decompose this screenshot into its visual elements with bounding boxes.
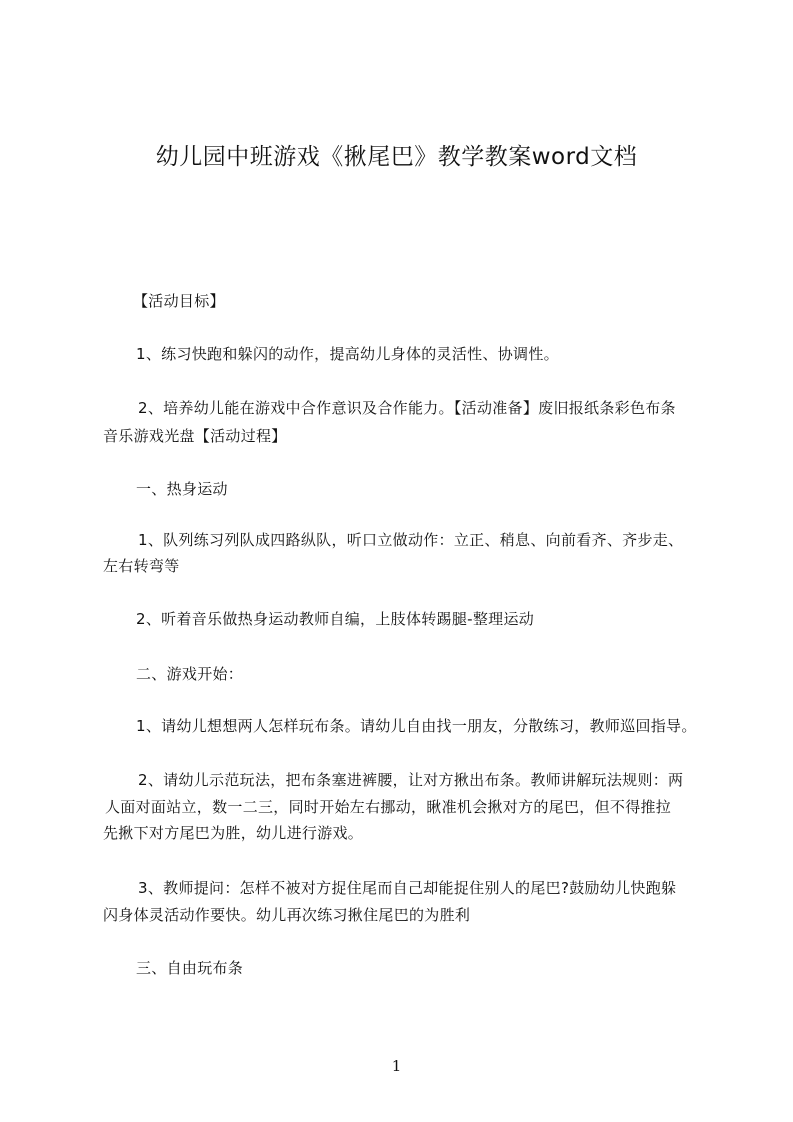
paragraph-warmup-1-continued: 左右转弯等	[103, 557, 180, 575]
paragraph-game-2-continued-2: 先揪下对方尾巴为胜，幼儿进行游戏。	[103, 824, 364, 842]
paragraph-goal-1: 1、练习快跑和躲闪的动作，提高幼儿身体的灵活性、协调性。	[136, 345, 559, 363]
paragraph-warmup-2: 2、听着音乐做热身运动教师自编，上肢体转踢腿-整理运动	[136, 610, 535, 628]
paragraph-game-2: 2、请幼儿示范玩法，把布条塞进裤腰，让对方揪出布条。教师讲解玩法规则：两	[138, 771, 684, 789]
paragraph-goal-2-continued: 音乐游戏光盘【活动过程】	[103, 427, 287, 445]
paragraph-goal-2: 2、培养幼儿能在游戏中合作意识及合作能力。【活动准备】废旧报纸条彩色布条	[138, 399, 676, 417]
paragraph-game-3-continued: 闪身体灵活动作要快。幼儿再次练习揪住尾巴的为胜利	[103, 906, 471, 924]
section-heading-goals: 【活动目标】	[133, 292, 225, 310]
paragraph-warmup-1: 1、队列练习列队成四路纵队，听口立做动作：立正、稍息、向前看齐、齐步走、	[138, 531, 684, 549]
paragraph-game-3: 3、教师提问：怎样不被对方捉住尾而自己却能捉住别人的尾巴?鼓励幼儿快跑躲	[138, 879, 677, 897]
section-heading-game-start: 二、游戏开始：	[136, 665, 244, 683]
section-heading-free-play: 三、自由玩布条	[136, 959, 244, 977]
paragraph-game-2-continued-1: 人面对面站立，数一二三，同时开始左右挪动，瞅准机会揪对方的尾巴，但不得推拉	[105, 798, 672, 816]
paragraph-game-1: 1、请幼儿想想两人怎样玩布条。请幼儿自由找一朋友，分散练习，教师巡回指导。	[136, 717, 697, 735]
page-number: 1	[391, 1057, 402, 1075]
document-title: 幼儿园中班游戏《揪尾巴》教学教案word文档	[155, 144, 638, 170]
section-heading-warmup: 一、热身运动	[136, 480, 228, 498]
